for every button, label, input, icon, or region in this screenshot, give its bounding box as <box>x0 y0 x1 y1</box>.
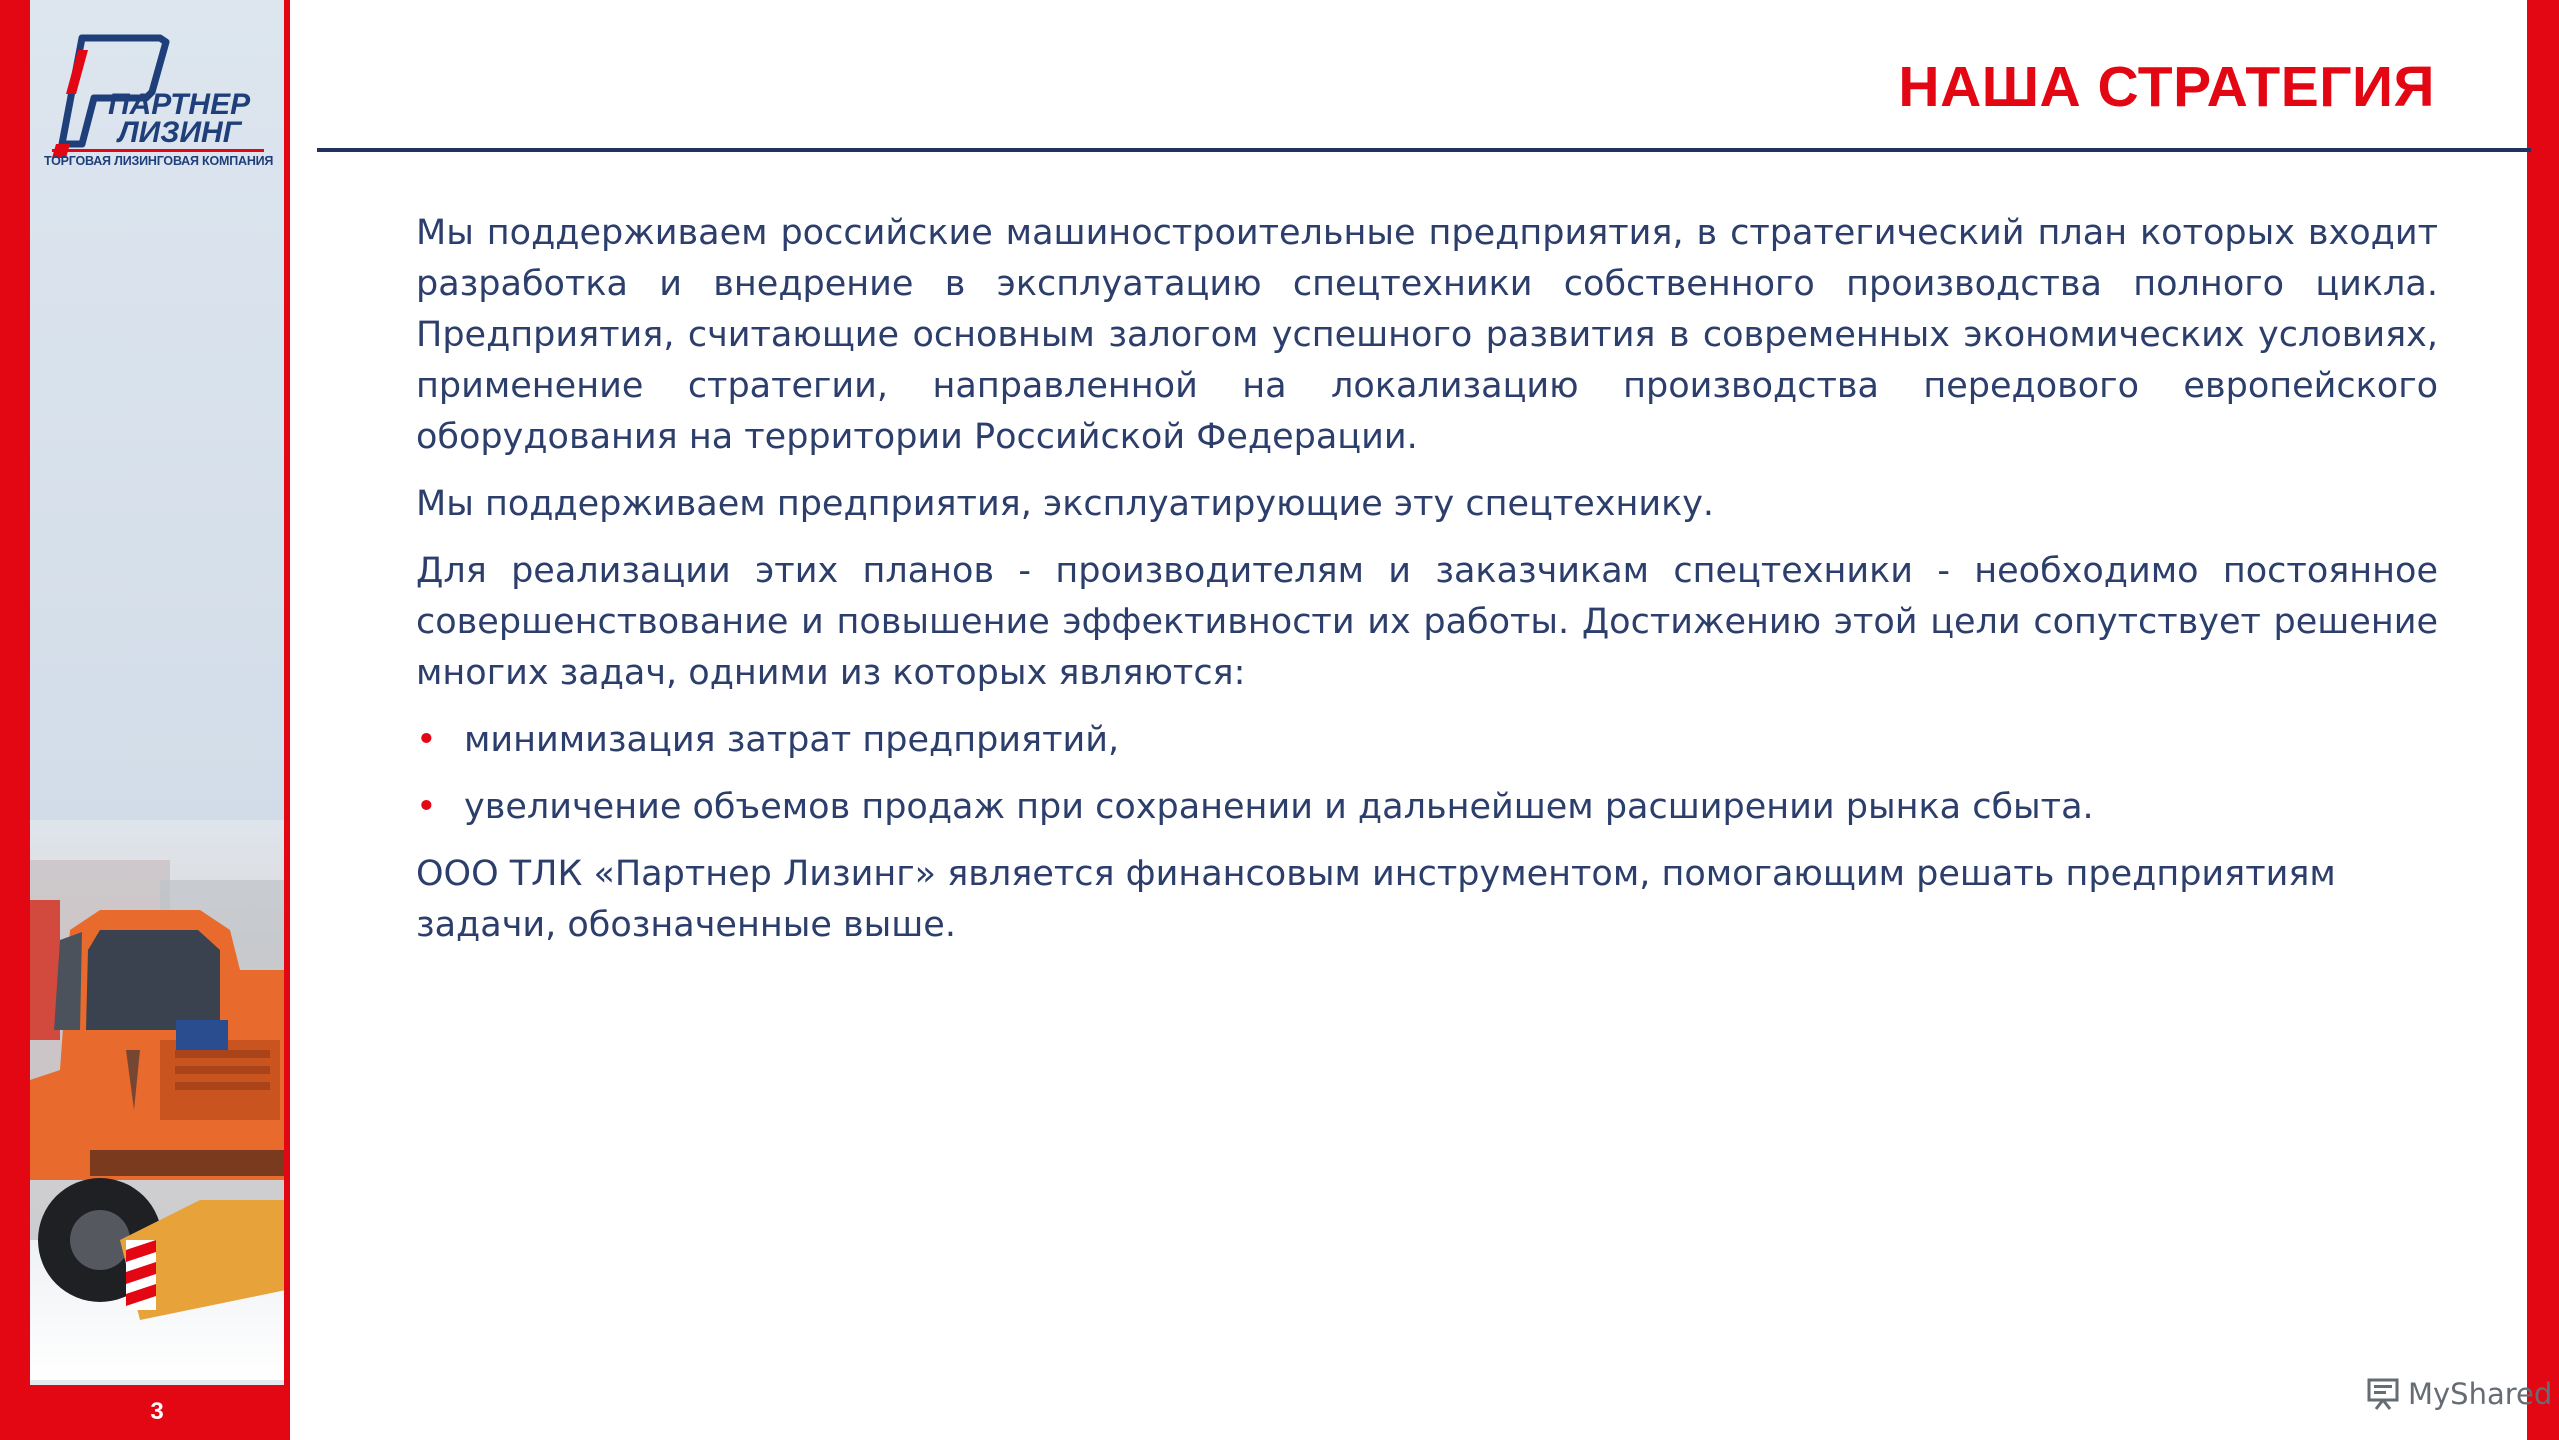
page-number-box <box>30 1385 284 1440</box>
title-divider <box>317 148 2531 152</box>
presentation-board-icon <box>2366 1377 2400 1411</box>
right-red-stripe <box>2527 0 2559 1440</box>
logo-tagline: ТОРГОВАЯ ЛИЗИНГОВАЯ КОМПАНИЯ <box>44 154 274 168</box>
bullet-text: минимизация затрат предприятий, <box>464 720 1120 760</box>
bullet-item <box>416 782 2438 833</box>
slide-title: НАША СТРАТЕГИЯ <box>1898 55 2435 119</box>
myshared-watermark[interactable] <box>2366 1372 2552 1416</box>
closing-paragraph: ООО ТЛК «Партнер Лизинг» является финансовым инструментом, помогающим решать предприятиям задачи, обозначенные выше. <box>416 854 2336 945</box>
slide-body <box>416 208 2438 967</box>
logo-text-partner: ПАРТНЕР <box>108 88 251 121</box>
bullet-icon: • <box>416 787 437 827</box>
myshared-label: MyShared <box>2408 1377 2553 1411</box>
paragraph-3: Для реализации этих планов - производителям и заказчикам спецтехники - необходимо постоянное совершенствование и повышение эффективности их работы. Достижению этой цели сопутствует решение многих задач, одними из которых являются: <box>416 551 2438 693</box>
partner-leasing-logo <box>42 32 274 172</box>
orange-truck-image <box>30 820 286 1380</box>
page-number: 3 <box>150 1398 164 1425</box>
paragraph-2: Мы поддерживаем предприятия, эксплуатирующие эту спецтехнику. <box>416 484 1715 524</box>
bullet-icon: • <box>416 720 437 760</box>
logo-text-leasing: ЛИЗИНГ <box>118 116 242 149</box>
sidebar-red-border <box>284 0 290 1440</box>
left-red-stripe <box>0 0 30 1440</box>
bullet-item <box>416 715 2438 766</box>
bullet-text: увеличение объемов продаж при сохранении и дальнейшем расширении рынка сбыта. <box>464 787 2094 827</box>
paragraph-1: Мы поддерживаем российские машиностроительные предприятия, в стратегический план которых входит разработка и внедрение в эксплуатацию спецтехники собственного производства полного цикла. Предприятия, считающие основным залогом успешного развития в современных экономических условиях, применение стратегии, направленной на локализацию производства передового европейского оборудования на территории Российской Федерации. <box>416 213 2438 457</box>
